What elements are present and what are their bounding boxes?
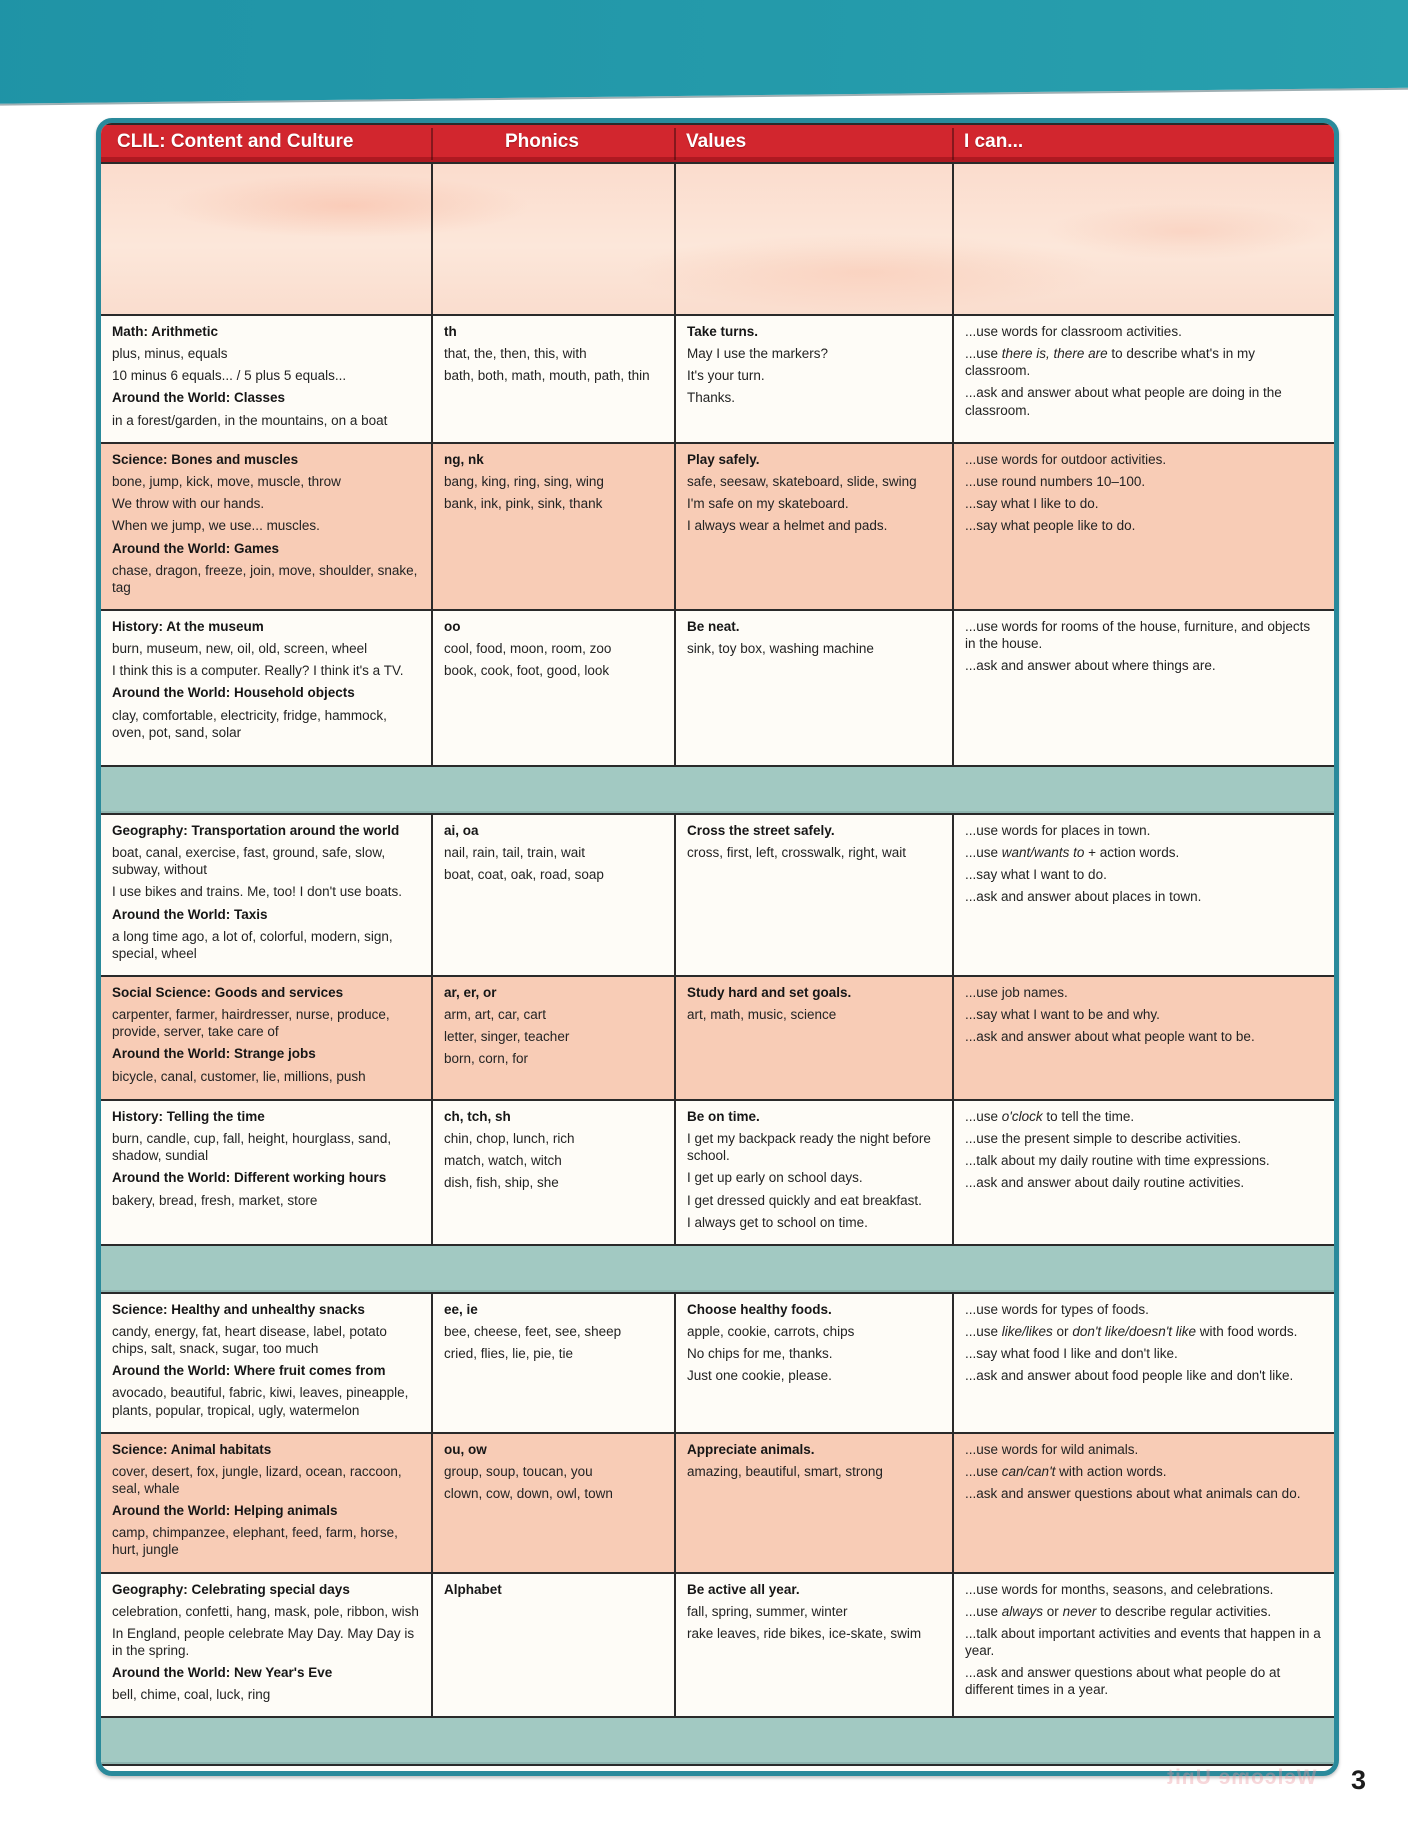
cell-heading: Geography: Celebrating special days xyxy=(112,1581,350,1597)
cell-heading: Around the World: Strange jobs xyxy=(112,1046,316,1062)
cell-text: ...use words for classroom activities. xyxy=(965,324,1182,339)
cell-heading: Play safely. xyxy=(687,452,760,467)
bottom-spacer-row xyxy=(101,1764,1334,1776)
cell-text: ...use job names. xyxy=(965,984,1068,1000)
cell-text: ...use like/likes or don't like/doesn't like with food words. xyxy=(965,1323,1298,1339)
phonics-cell xyxy=(433,164,676,314)
cell-text: cool, food, moon, room, zoo xyxy=(444,641,612,657)
cell-text: celebration, confetti, hang, mask, pole, ribbon, wish xyxy=(112,1603,419,1619)
cell-heading: Around the World: Taxis xyxy=(112,906,268,922)
cell-text: fall, spring, summer, winter xyxy=(687,1603,848,1619)
ican-cell xyxy=(954,1574,1334,1717)
cell-text: ...ask and answer about food people like and don't like. xyxy=(965,1368,1294,1384)
cell-heading: Be on time. xyxy=(687,1108,760,1124)
table-row xyxy=(101,609,1334,765)
cell-heading: ai, oa xyxy=(444,822,479,838)
cell-text: ...ask and answer about where things are. xyxy=(965,658,1216,674)
ican-cell xyxy=(954,164,1334,314)
phonics-cell xyxy=(433,815,676,975)
cell-text: ...say what I like to do. xyxy=(965,496,1099,512)
phonics-cell xyxy=(433,444,676,609)
phonics-cell xyxy=(433,611,676,765)
cell-text: bakery, bread, fresh, market, store xyxy=(112,1192,318,1208)
cell-text: in a forest/garden, in the mountains, on a boat xyxy=(112,412,388,428)
cell-heading: History: At the museum xyxy=(112,618,264,634)
cell-text: nail, rain, tail, train, wait xyxy=(444,845,586,861)
cell-heading: Around the World: Helping animals xyxy=(112,1503,338,1519)
section-divider-band xyxy=(101,765,1334,813)
cell-text: carpenter, farmer, hairdresser, nurse, produce, provide, server, take care of xyxy=(112,1007,390,1040)
table-row xyxy=(101,975,1334,1099)
clil-cell xyxy=(101,316,433,442)
table-row xyxy=(101,1572,1334,1717)
phonics-cell xyxy=(433,316,676,442)
cell-text: sink, toy box, washing machine xyxy=(687,641,874,657)
ican-cell xyxy=(954,316,1334,442)
values-cell xyxy=(676,1294,954,1432)
phonics-cell xyxy=(433,1434,676,1572)
cell-text: ...ask and answer questions about what animals can do. xyxy=(965,1485,1301,1501)
cell-heading: Alphabet xyxy=(444,1581,502,1597)
cell-text: ...use words for outdoor activities. xyxy=(965,452,1167,467)
cell-text: bang, king, ring, sing, wing xyxy=(444,474,604,490)
cell-text: bath, both, math, mouth, path, thin xyxy=(444,368,650,384)
cell-text: amazing, beautiful, smart, strong xyxy=(687,1463,883,1479)
table-row xyxy=(101,1432,1334,1572)
cell-text: boat, canal, exercise, fast, ground, safe, slow, subway, without xyxy=(112,845,386,878)
cell-heading: Science: Bones and muscles xyxy=(112,452,299,467)
cell-text: ...say what people like to do. xyxy=(965,518,1136,534)
table-row xyxy=(101,314,1334,442)
cell-text: bell, chime, coal, luck, ring xyxy=(112,1687,271,1703)
cell-text: ...use words for months, seasons, and celebrations. xyxy=(965,1581,1274,1597)
cell-text: When we jump, we use... muscles. xyxy=(112,518,320,534)
cell-heading: Geography: Transportation around the world xyxy=(112,822,400,838)
cell-heading: Take turns. xyxy=(687,324,759,339)
cell-text: art, math, music, science xyxy=(687,1007,837,1023)
values-cell xyxy=(676,1434,954,1572)
cell-text: ...use the present simple to describe activities. xyxy=(965,1131,1242,1147)
cell-heading: Be active all year. xyxy=(687,1581,800,1597)
cell-heading: Around the World: New Year's Eve xyxy=(112,1665,333,1681)
cell-text: ...use words for wild animals. xyxy=(965,1441,1139,1457)
cell-text: clay, comfortable, electricity, fridge, hammock, oven, pot, sand, solar xyxy=(112,707,387,740)
cell-text: In England, people celebrate May Day. May Day is in the spring. xyxy=(112,1625,415,1658)
clil-cell xyxy=(101,611,433,765)
cell-text: avocado, beautiful, fabric, kiwi, leaves, pineapple, plants, popular, tropical, ugly, watermelon xyxy=(112,1385,409,1418)
cell-text: born, corn, for xyxy=(444,1051,529,1067)
cell-text: I get my backpack ready the night before school. xyxy=(687,1131,931,1164)
cell-heading: Cross the street safely. xyxy=(687,822,835,838)
cell-text: a long time ago, a lot of, colorful, modern, sign, special, wheel xyxy=(112,928,393,961)
values-cell xyxy=(676,611,954,765)
page-number: 3 xyxy=(1350,1765,1366,1795)
section-divider-band xyxy=(101,1716,1334,1764)
cell-heading: oo xyxy=(444,618,461,634)
cell-heading: Study hard and set goals. xyxy=(687,984,852,1000)
cell-text: I always wear a helmet and pads. xyxy=(687,518,888,534)
cell-text: Thanks. xyxy=(687,390,736,406)
cell-text: apple, cookie, carrots, chips xyxy=(687,1323,855,1339)
cell-text: We throw with our hands. xyxy=(112,496,265,512)
cell-heading: ng, nk xyxy=(444,452,484,467)
cell-text: ...use o'clock to tell the time. xyxy=(965,1108,1135,1124)
cell-text: I always get to school on time. xyxy=(687,1214,868,1230)
table-row xyxy=(101,1099,1334,1244)
cell-heading: Be neat. xyxy=(687,618,740,634)
cell-text: I think this is a computer. Really? I think it's a TV. xyxy=(112,663,404,679)
show-through-text: Welcome Unit xyxy=(1165,1766,1316,1789)
cell-text: that, the, then, this, with xyxy=(444,346,587,362)
phonics-cell xyxy=(433,1294,676,1432)
ican-cell xyxy=(954,1294,1334,1432)
values-cell xyxy=(676,164,954,314)
clil-cell xyxy=(101,1574,433,1717)
cell-text: ...use always or never to describe regular activities. xyxy=(965,1603,1272,1619)
cell-heading: History: Telling the time xyxy=(112,1108,265,1124)
cell-text: bicycle, canal, customer, lie, millions, push xyxy=(112,1068,366,1084)
phonics-cell xyxy=(433,1574,676,1717)
cell-text: I'm safe on my skateboard. xyxy=(687,496,849,512)
values-cell xyxy=(676,316,954,442)
header-phonics: Phonics xyxy=(433,128,676,160)
cell-text: No chips for me, thanks. xyxy=(687,1346,833,1362)
cell-text: ...talk about important activities and events that happen in a year. xyxy=(965,1625,1321,1658)
clil-cell xyxy=(101,1294,433,1432)
cell-heading: Choose healthy foods. xyxy=(687,1301,832,1317)
cell-text: dish, fish, ship, she xyxy=(444,1175,559,1191)
header-ican: I can... xyxy=(964,130,1024,152)
cell-text: ...ask and answer questions about what people do at different times in a year. xyxy=(965,1665,1281,1698)
ican-cell xyxy=(954,444,1334,609)
clil-cell xyxy=(101,815,433,975)
cell-text: boat, coat, oak, road, soap xyxy=(444,867,604,883)
section-divider-band xyxy=(101,1244,1334,1292)
cell-text: burn, candle, cup, fall, height, hourglass, sand, shadow, sundial xyxy=(112,1131,392,1164)
header-clil: CLIL: Content and Culture xyxy=(101,128,433,160)
cell-heading: Science: Healthy and unhealthy snacks xyxy=(112,1301,365,1317)
cell-text: ...use can/can't with action words. xyxy=(965,1463,1167,1479)
cell-text: ...use words for rooms of the house, furniture, and objects in the house. xyxy=(965,618,1311,652)
empty-row xyxy=(101,162,1334,314)
cell-text: arm, art, car, cart xyxy=(444,1007,547,1023)
cell-text: ...talk about my daily routine with time expressions. xyxy=(965,1153,1270,1169)
cell-heading: ar, er, or xyxy=(444,984,497,1000)
cell-heading: Around the World: Games xyxy=(112,540,280,556)
cell-heading: Around the World: Classes xyxy=(112,390,286,406)
cell-heading: Social Science: Goods and services xyxy=(112,984,344,1000)
cell-text: cried, flies, lie, pie, tie xyxy=(444,1346,574,1362)
cell-text: ...say what food I like and don't like. xyxy=(965,1346,1178,1362)
ican-cell xyxy=(954,815,1334,975)
cell-text: I get up early on school days. xyxy=(687,1170,863,1186)
cell-text: ...use want/wants to + action words. xyxy=(965,845,1180,861)
cell-text: 10 minus 6 equals... / 5 plus 5 equals... xyxy=(112,368,347,384)
cell-text: bone, jump, kick, move, muscle, throw xyxy=(112,474,341,490)
cell-text: ...say what I want to do. xyxy=(965,867,1107,883)
cell-text: ...ask and answer about daily routine activities. xyxy=(965,1175,1245,1191)
values-cell xyxy=(676,1101,954,1244)
clil-cell xyxy=(101,164,433,314)
cell-heading: ee, ie xyxy=(444,1301,478,1317)
syllabus-table xyxy=(96,118,1339,1776)
page-top-band xyxy=(0,0,1408,104)
cell-text: bank, ink, pink, sink, thank xyxy=(444,496,603,512)
cell-text: match, watch, witch xyxy=(444,1153,562,1169)
cell-heading: th xyxy=(444,324,457,339)
clil-cell xyxy=(101,977,433,1099)
cell-text: book, cook, foot, good, look xyxy=(444,663,610,679)
cell-heading: Appreciate animals. xyxy=(687,1441,815,1457)
cell-heading: Around the World: Different working hours xyxy=(112,1170,387,1186)
table-header-row xyxy=(101,123,1334,162)
values-cell xyxy=(676,1574,954,1717)
cell-text: candy, energy, fat, heart disease, label, potato chips, salt, snack, sugar, too much xyxy=(112,1323,387,1357)
cell-heading: Science: Animal habitats xyxy=(112,1441,272,1457)
cell-text: ...use round numbers 10–100. xyxy=(965,474,1146,490)
cell-heading: Around the World: Household objects xyxy=(112,685,355,701)
cell-text: letter, singer, teacher xyxy=(444,1029,570,1045)
cell-heading: ou, ow xyxy=(444,1441,487,1457)
phonics-cell xyxy=(433,1101,676,1244)
cell-heading: Math: Arithmetic xyxy=(112,324,219,339)
ican-cell xyxy=(954,611,1334,765)
table-row xyxy=(101,442,1334,609)
cell-text: ...ask and answer about places in town. xyxy=(965,889,1202,905)
clil-cell xyxy=(101,1434,433,1572)
clil-cell xyxy=(101,444,433,609)
cell-text: cover, desert, fox, jungle, lizard, ocean, raccoon, seal, whale xyxy=(112,1463,402,1496)
table-row xyxy=(101,1292,1334,1432)
cell-text: chin, chop, lunch, rich xyxy=(444,1131,575,1147)
cell-text: safe, seesaw, skateboard, slide, swing xyxy=(687,474,917,490)
ican-cell xyxy=(954,1101,1334,1244)
cell-heading: Around the World: Where fruit comes from xyxy=(112,1363,386,1379)
values-cell xyxy=(676,444,954,609)
cell-text: May I use the markers? xyxy=(687,346,829,362)
cell-text: ...ask and answer about what people want to be. xyxy=(965,1029,1255,1045)
cell-text: burn, museum, new, oil, old, screen, wheel xyxy=(112,641,368,657)
cell-text: ...use words for places in town. xyxy=(965,822,1151,838)
cell-text: rake leaves, ride bikes, ice-skate, swim xyxy=(687,1625,922,1641)
cell-text: ...ask and answer about what people are doing in the classroom. xyxy=(965,385,1282,418)
phonics-cell xyxy=(433,977,676,1099)
ican-cell xyxy=(954,1434,1334,1572)
cell-text: ...say what I want to be and why. xyxy=(965,1007,1160,1023)
cell-heading: ch, tch, sh xyxy=(444,1108,511,1124)
clil-cell xyxy=(101,1101,433,1244)
cell-text: clown, cow, down, owl, town xyxy=(444,1485,613,1501)
cell-text: chase, dragon, freeze, join, move, shoulder, snake, tag xyxy=(112,562,418,595)
values-cell xyxy=(676,977,954,1099)
cell-text: I get dressed quickly and eat breakfast. xyxy=(687,1192,922,1208)
cell-text: It's your turn. xyxy=(687,368,765,384)
values-cell xyxy=(676,815,954,975)
table-row xyxy=(101,813,1334,975)
cell-text: plus, minus, equals xyxy=(112,346,228,362)
cell-text: ...use words for types of foods. xyxy=(965,1301,1149,1317)
table-body xyxy=(101,162,1334,1776)
ican-cell xyxy=(954,977,1334,1099)
cell-text: ...use there is, there are to describe what's in my classroom. xyxy=(965,346,1255,379)
cell-text: cross, first, left, crosswalk, right, wait xyxy=(687,845,907,861)
cell-text: I use bikes and trains. Me, too! I don't use boats. xyxy=(112,884,402,900)
cell-text: Just one cookie, please. xyxy=(687,1368,832,1384)
cell-text: camp, chimpanzee, elephant, feed, farm, horse, hurt, jungle xyxy=(112,1525,398,1558)
cell-text: bee, cheese, feet, see, sheep xyxy=(444,1323,622,1339)
cell-text: group, soup, toucan, you xyxy=(444,1463,593,1479)
header-values: Values xyxy=(676,128,954,160)
